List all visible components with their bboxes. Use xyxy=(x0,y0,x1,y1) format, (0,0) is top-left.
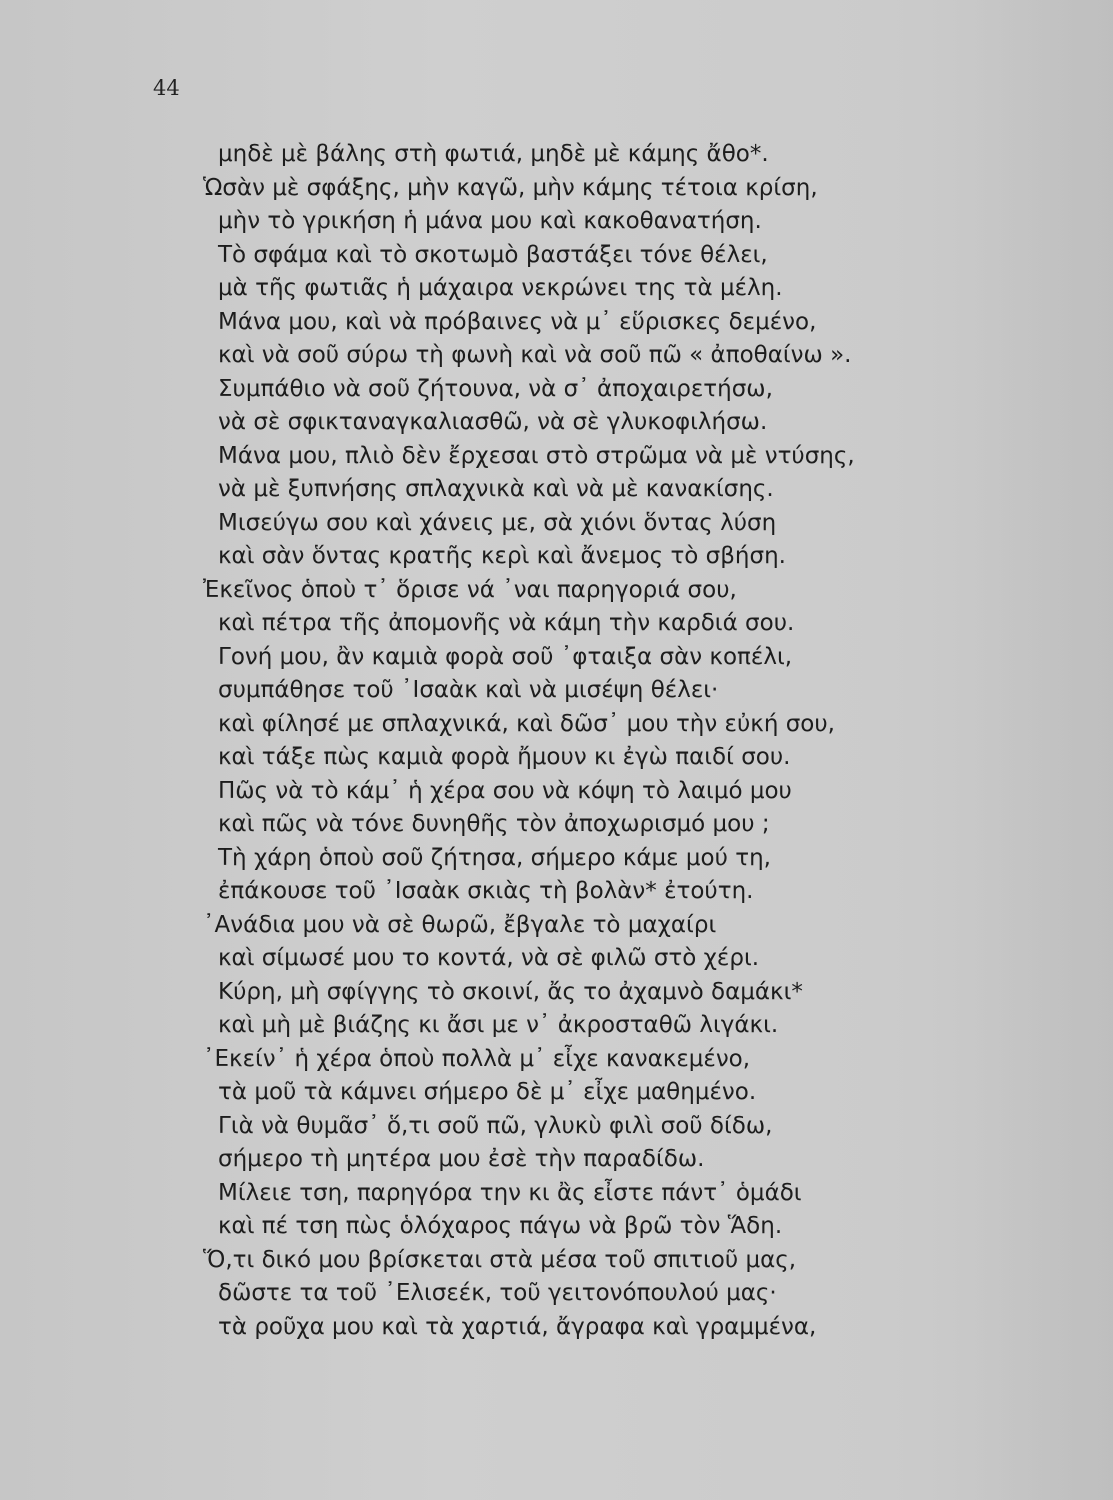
verse-line: καὶ σὰν ὅντας κρατῆς κερὶ καὶ ἄνεμος τὸ σβήση. xyxy=(218,543,786,569)
verse-line: Τὴ χάρη ὁποὺ σοῦ ζήτησα, σήμερο κάμε μού τη, xyxy=(218,844,771,871)
verse-line: ᾽Ανάδια μου νὰ σὲ θωρῶ, ἔβγαλε τὸ μαχαίρι xyxy=(203,911,717,938)
verse-line: τὰ ροῦχα μου καὶ τὰ χαρτιά, ἄγραφα καὶ γραμμένα, xyxy=(218,1313,817,1340)
verse-line: μὴν τὸ γρικήση ἡ μάνα μου καὶ κακοθανατήση. xyxy=(218,208,762,234)
verse-line: ἐπάκουσε τοῦ ᾽Ισαὰκ σκιὰς τὴ βολὰν* ἐτούτη. xyxy=(218,878,754,904)
verse-line: καὶ πέτρα τῆς ἀπομονῆς νὰ κάμη τὴν καρδιά σου. xyxy=(218,610,795,636)
verse-line: Ὅ,τι δικό μου βρίσκεται στὰ μέσα τοῦ σπιτιοῦ μας, xyxy=(203,1246,797,1273)
verse-line: καὶ φίλησέ με σπλαχνικά, καὶ δῶσ᾽ μου τὴν εὐκή σου, xyxy=(218,710,835,737)
verse-line: Πῶς νὰ τὸ κάμ᾽ ἡ χέρα σου νὰ κόψη τὸ λαιμό μου xyxy=(218,777,792,804)
verse-line: δῶστε τα τοῦ ᾽Ελισεέκ, τοῦ γειτονόπουλού μας· xyxy=(218,1280,777,1306)
verse-line: τὰ μοῦ τὰ κάμνει σήμερο δὲ μ᾽ εἶχε μαθημένο. xyxy=(218,1079,757,1105)
verse-line: μηδὲ μὲ βάλης στὴ φωτιά, μηδὲ μὲ κάμης ἄθο*. xyxy=(218,141,769,167)
verse-line: Γιὰ νὰ θυμᾶσ᾽ ὅ,τι σοῦ πῶ, γλυκὺ φιλὶ σοῦ δίδω, xyxy=(218,1112,773,1139)
verse-line: Μισεύγω σου καὶ χάνεις με, σὰ χιόνι ὅντας λύση xyxy=(218,509,777,536)
verse-line: καὶ μὴ μὲ βιάζης κι ἄσι με ν᾽ ἀκροσταθῶ λιγάκι. xyxy=(218,1012,779,1038)
verse-line: καὶ σίμωσέ μου το κοντά, νὰ σὲ φιλῶ στὸ χέρι. xyxy=(218,945,760,971)
verse-line: συμπάθησε τοῦ ᾽Ισαὰκ καὶ νὰ μισέψη θέλει· xyxy=(218,677,719,703)
verse-line: καὶ νὰ σοῦ σύρω τὴ φωνὴ καὶ νὰ σοῦ πῶ « ἀποθαίνω ». xyxy=(218,342,852,368)
verse-line: Συμπάθιο νὰ σοῦ ζήτουνα, νὰ σ᾽ ἀποχαιρετήσω, xyxy=(218,375,773,402)
verse-line: Τὸ σφάμα καὶ τὸ σκοτωμὸ βαστάξει τόνε θέλει, xyxy=(218,241,768,268)
verse-line: καὶ τάξε πὼς καμιὰ φορὰ ἤμουν κι ἐγὼ παιδί σου. xyxy=(218,744,791,770)
verse-line: καὶ πῶς νὰ τόνε δυνηθῆς τὸν ἀποχωρισμό μου ; xyxy=(218,811,770,837)
page-number: 44 xyxy=(153,76,180,100)
verse-line: σήμερο τὴ μητέρα μου ἐσὲ τὴν παραδίδω. xyxy=(218,1146,705,1172)
verse-line: Γονή μου, ἂν καμιὰ φορὰ σοῦ ᾽φταιξα σὰν κοπέλι, xyxy=(218,643,793,670)
verse-line: νὰ μὲ ξυπνήσης σπλαχνικὰ καὶ νὰ μὲ κανακίσης. xyxy=(218,476,774,502)
poem-text xyxy=(200,138,930,1344)
facing-page-shadow xyxy=(963,0,1113,1500)
verse-line: μὰ τῆς φωτιᾶς ἡ μάχαιρα νεκρώνει της τὰ μέλη. xyxy=(218,275,783,301)
verse-line: ᾽Εκείν᾽ ἡ χέρα ὁποὺ πολλὰ μ᾽ εἶχε κανακεμένο, xyxy=(203,1045,751,1072)
verse-line: καὶ πέ τση πὼς ὁλόχαρος πάγω νὰ βρῶ τὸν Ἅδη. xyxy=(218,1213,783,1239)
verse-line: Μίλειε τση, παρηγόρα την κι ἂς εἶστε πάντ᾽ ὁμάδι xyxy=(218,1179,802,1206)
verse-line: Κύρη, μὴ σφίγγης τὸ σκοινί, ἄς το ἀχαμνὸ δαμάκι* xyxy=(218,978,803,1005)
verse-line: Μάνα μου, καὶ νὰ πρόβαινες νὰ μ᾽ εὕρισκες δεμένο, xyxy=(218,308,817,335)
verse-line: Μάνα μου, πλιὸ δὲν ἔρχεσαι στὸ στρῶμα νὰ μὲ ντύσης, xyxy=(218,442,855,469)
verse-line: Ἐκεῖνος ὁποὺ τ᾽ ὅρισε νά ᾽ναι παρηγοριά σου, xyxy=(203,576,737,603)
verse-line: Ὡσὰν μὲ σφάξης, μὴν καγῶ, μὴν κάμης τέτοια κρίση, xyxy=(203,174,818,201)
verse-line: νὰ σὲ σφικταναγκαλιασθῶ, νὰ σὲ γλυκοφιλήσω. xyxy=(218,409,768,435)
